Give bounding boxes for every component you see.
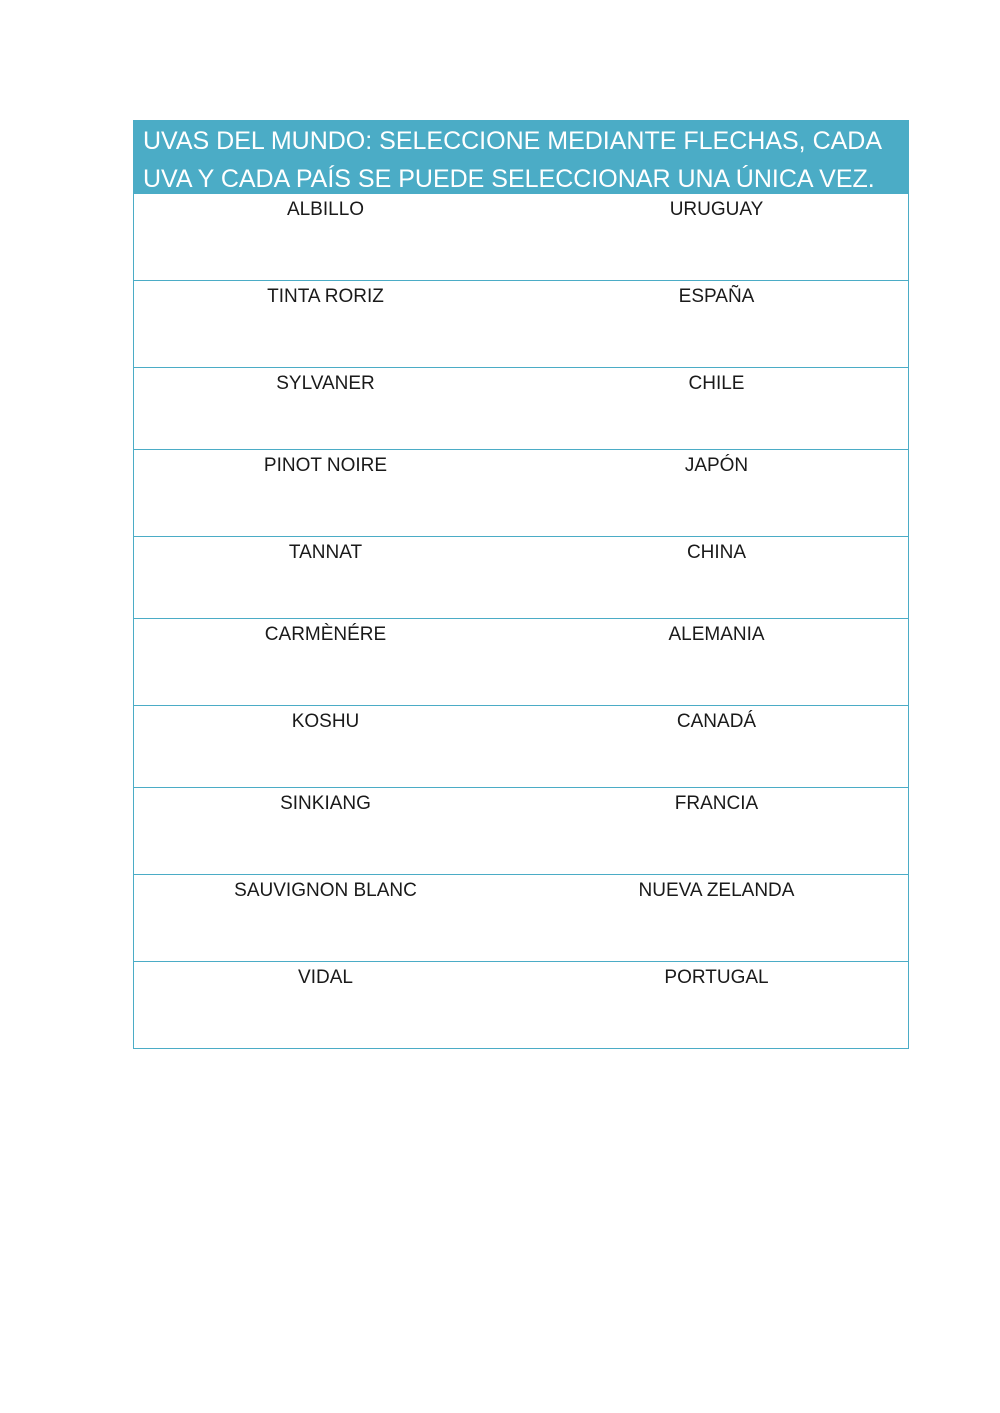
grape-item[interactable]: SYLVANER xyxy=(276,373,375,394)
country-item[interactable]: JAPÓN xyxy=(684,455,749,476)
country-item[interactable]: CANADÁ xyxy=(676,711,757,732)
country-item[interactable]: FRANCIA xyxy=(674,793,759,814)
grape-item[interactable]: SAUVIGNON BLANC xyxy=(234,880,417,901)
matching-worksheet xyxy=(133,120,909,1049)
table-row xyxy=(134,450,908,537)
grape-item[interactable]: TINTA RORIZ xyxy=(267,286,384,307)
table-row xyxy=(134,368,908,450)
grape-item[interactable]: SINKIANG xyxy=(280,793,371,814)
grape-item[interactable]: CARMÈNÉRE xyxy=(264,624,387,645)
title-line-2: UVA Y CADA PAÍS SE PUEDE SELECCIONAR UNA ÚNICA VEZ. xyxy=(143,165,875,193)
grape-item[interactable]: PINOT NOIRE xyxy=(263,455,388,476)
grape-item[interactable]: VIDAL xyxy=(298,967,353,988)
table-row xyxy=(134,962,908,1049)
table-row xyxy=(134,537,908,619)
matching-table xyxy=(133,194,909,1049)
table-row xyxy=(134,875,908,962)
grape-item[interactable]: ALBILLO xyxy=(286,199,365,220)
table-row xyxy=(134,619,908,706)
grape-item[interactable]: TANNAT xyxy=(288,542,363,563)
table-row xyxy=(134,281,908,368)
country-item[interactable]: CHILE xyxy=(688,373,745,394)
worksheet-title xyxy=(133,120,909,194)
country-item[interactable]: URUGUAY xyxy=(669,199,764,220)
country-item[interactable]: CHINA xyxy=(686,542,747,563)
country-item[interactable]: PORTUGAL xyxy=(664,967,769,988)
table-row xyxy=(134,788,908,875)
table-row xyxy=(134,706,908,788)
grape-item[interactable]: KOSHU xyxy=(291,711,360,732)
table-row xyxy=(134,194,908,281)
country-item[interactable]: ESPAÑA xyxy=(678,286,755,307)
title-line-1: UVAS DEL MUNDO: SELECCIONE MEDIANTE FLECHAS, CADA xyxy=(143,127,883,155)
country-item[interactable]: ALEMANIA xyxy=(668,624,765,645)
country-item[interactable]: NUEVA ZELANDA xyxy=(638,880,795,901)
